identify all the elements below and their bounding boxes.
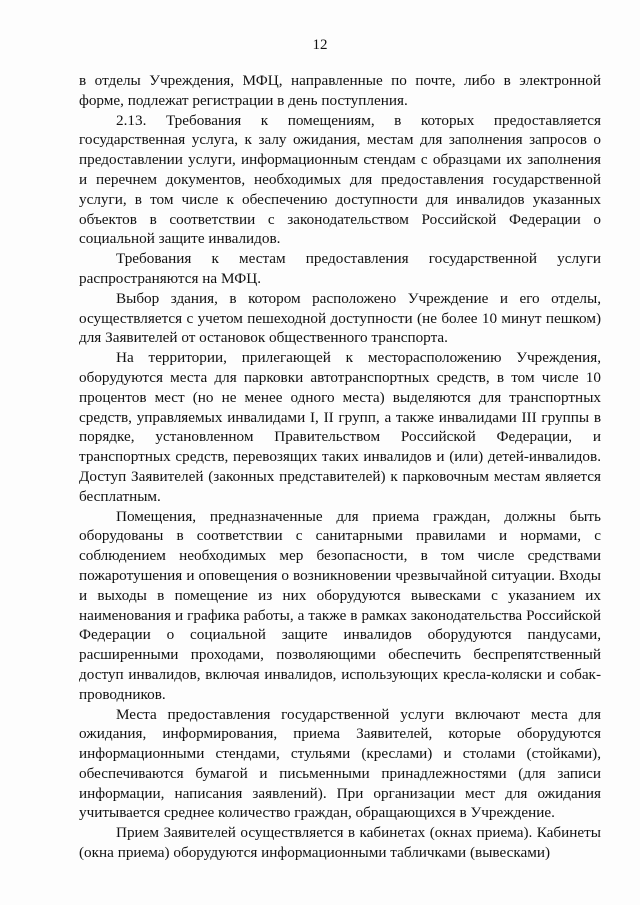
paragraph-2-13-requirements: 2.13. Требования к помещениям, в которых предоставляется государственная услуга, к залу ожидания, местам для заполнения запросов о предоставлении услуги, информационным стендам с образцами их заполнения и перечнем документов, необходимых для предоставления государственной услуги, в том числе к обеспечению доступности для инвалидов указанных объектов в соответствии с законодательством Российской Федерации о социальной защите инвалидов.: [79, 111, 601, 248]
paragraph-building-choice: Выбор здания, в котором расположено Учреждение и его отделы, осуществляется с учетом пешеходной доступности (не более 10 минут пешком) для Заявителей от остановок общественного транспорта.: [79, 289, 601, 347]
paragraph-premises: Помещения, предназначенные для приема граждан, должны быть оборудованы в соответствии с санитарными правилами и нормами, с соблюдением необходимых мер безопасности, в том числе средствами пожаротушения и оповещения о возникновении чрезвычайной ситуации. Входы и выходы в помещение из них оборудуются вывесками с указанием их наименования и графика работы, а также в рамках законодательства Российской Федерации о социальной защите инвалидов оборудуются пандусами, расширенными проходами, позволяющими обеспечить беспрепятственный доступ инвалидов, включая инвалидов, использующих кресла-коляски и собак-проводников.: [79, 507, 601, 703]
paragraph-parking: На территории, прилегающей к месторасположению Учреждения, оборудуются места для парковки автотранспортных средств, в том числе 10 процентов мест (но не менее одного места) выделяются для транспортных средств, управляемых инвалидами I, II групп, а также инвалидами III группы в порядке, установленном Правительством Российской Федерации, и транспортных средств, перевозящих таких инвалидов и (или) детей-инвалидов. Доступ Заявителей (законных представителей) к парковочным местам является бесплатным.: [79, 349, 601, 505]
paragraph-registration: в отделы Учреждения, МФЦ, направленные по почте, либо в электронной форме, подлежат регистрации в день поступления.: [79, 72, 601, 109]
paragraph-waiting-places: Места предоставления государственной услуги включают места для ожидания, информирования, приема Заявителей, которые оборудуются информационными стендами, стульями (креслами) и столами (стойками), обеспечиваются бумагой и письменными принадлежностями (для записи информации, написания заявлений). При организации мест для ожидания учитывается среднее количество граждан, обращающихся в Учреждение.: [79, 705, 601, 822]
document-body: [79, 71, 601, 863]
page-number: 12: [312, 37, 328, 53]
paragraph-mfc-requirements: Требования к местам предоставления государственной услуги распространяются на МФЦ.: [79, 250, 601, 287]
paragraph-reception: Прием Заявителей осуществляется в кабинетах (окнах приема). Кабинеты (окна приема) оборудуются информационными табличками (вывесками): [79, 824, 601, 862]
